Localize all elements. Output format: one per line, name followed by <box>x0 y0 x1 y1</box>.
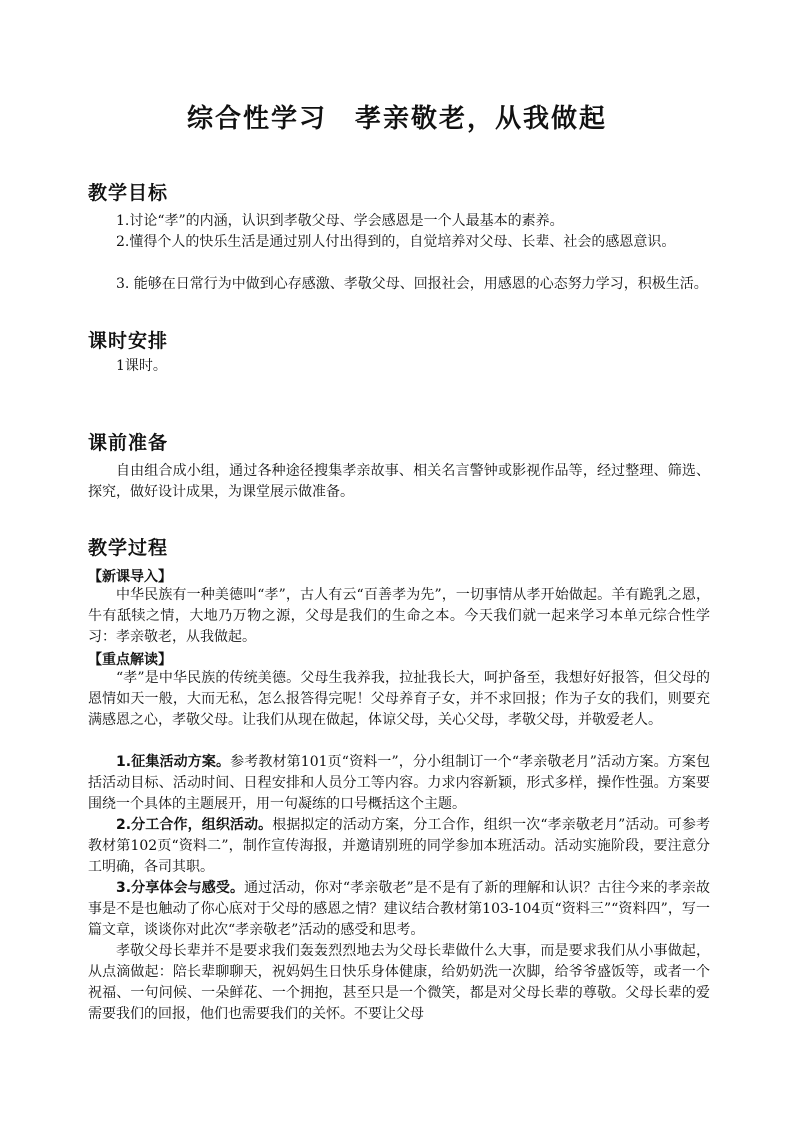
page-title: 综合性学习 孝亲敬老，从我做起 <box>186 104 607 134</box>
final-text: 孝敬父母长辈并不是要求我们轰轰烈烈地去为父母长辈做什么大事，而是要求我们从小事做起，从点滴做起：陪长辈聊聊天，祝妈妈生日快乐身体健康，给奶奶洗一次脚，给爷爷盛饭等，或者一个祝福、一句问候、一朵鲜花、一个拥抱，甚至只是一个微笑，都是对父母长辈的尊敬。父母长辈的爱需要我们的回报，他们也需要我们的关怀。不要让父母 <box>88 943 710 1022</box>
schedule-text: 1课时。 <box>116 358 167 374</box>
key-text: “孝”是中华民族的传统美德。父母生我养我，拉扯我长大，呵护备至，我想好好报答，但父母的恩情如天一般，大而无私，怎么报答得完呢！父母养育子女，并不求回报；作为子女的我们，则要充满感恩之心，孝敬父母。让我们从现在做起，体谅父母，关心父母，孝敬父母，并敬爱老人。 <box>88 670 710 728</box>
step-3-title: 3.分享体会与感受。 <box>116 880 245 896</box>
goal-item-3: 3. 能够在日常行为中做到心存感激、孝敬父母、回报社会，用感恩的心态努力学习，积极生活。 <box>116 276 708 292</box>
goal-item-1: 1.讨论“孝”的内涵，认识到孝敬父母、学会感恩是一个人最基本的素养。 <box>116 213 564 229</box>
goal-item-2: 2.懂得个人的快乐生活是通过别人付出得到的，自觉培养对父母、长辈、社会的感恩意识。 <box>116 234 676 250</box>
key-tag: 【重点解读】 <box>88 652 172 668</box>
heading-goals: 教学目标 <box>88 182 169 204</box>
heading-process: 教学过程 <box>88 537 169 559</box>
intro-text: 中华民族有一种美德叫“孝”，古人有云“百善孝为先”，一切事情从孝开始做起。羊有跪乳之恩，牛有舐犊之情，大地乃万物之源，父母是我们的生命之本。今天我们就一起来学习本单元综合性学习：孝亲敬老，从我做起。 <box>88 587 710 645</box>
prep-text: 自由组合成小组，通过各种途径搜集孝亲故事、相关名言警钟或影视作品等，经过整理、筛选、探究，做好设计成果，为课堂展示做准备。 <box>88 463 710 500</box>
intro-tag: 【新课导入】 <box>88 569 172 585</box>
step-1-text: 参考教材第101页“资料一”，分小组制订一个“孝亲敬老月”活动方案。方案包括活动目标、活动时间、日程安排和人员分工等内容。力求内容新颖，形式多样，操作性强。方案要围绕一个具体的主题展开，用一句凝练的口号概括这个主题。 <box>88 754 710 812</box>
step-1-title: 1.征集活动方案。 <box>116 754 231 770</box>
step-2-title: 2.分工合作，组织活动。 <box>116 817 273 833</box>
heading-prep: 课前准备 <box>88 432 169 454</box>
step-2-text: 根据拟定的活动方案，分工合作，组织一次“孝亲敬老月”活动。可参考教材第102页“资料二”，制作宣传海报，并邀请别班的同学参加本班活动。活动实施阶段，要注意分工明确，各司其职。 <box>88 817 710 875</box>
heading-schedule: 课时安排 <box>88 330 169 352</box>
step-1 <box>88 752 710 815</box>
step-3 <box>88 878 710 941</box>
step-2 <box>88 815 710 878</box>
step-3-text: 通过活动，你对“孝亲敬老”是不是有了新的理解和认识？古往今来的孝亲故事是不是也触动了你心底对于父母的感恩之情？建议结合教材第103-104页“资料三”“资料四”，写一篇文章，谈谈你对此次“孝亲敬老”活动的感受和思考。 <box>88 880 711 938</box>
